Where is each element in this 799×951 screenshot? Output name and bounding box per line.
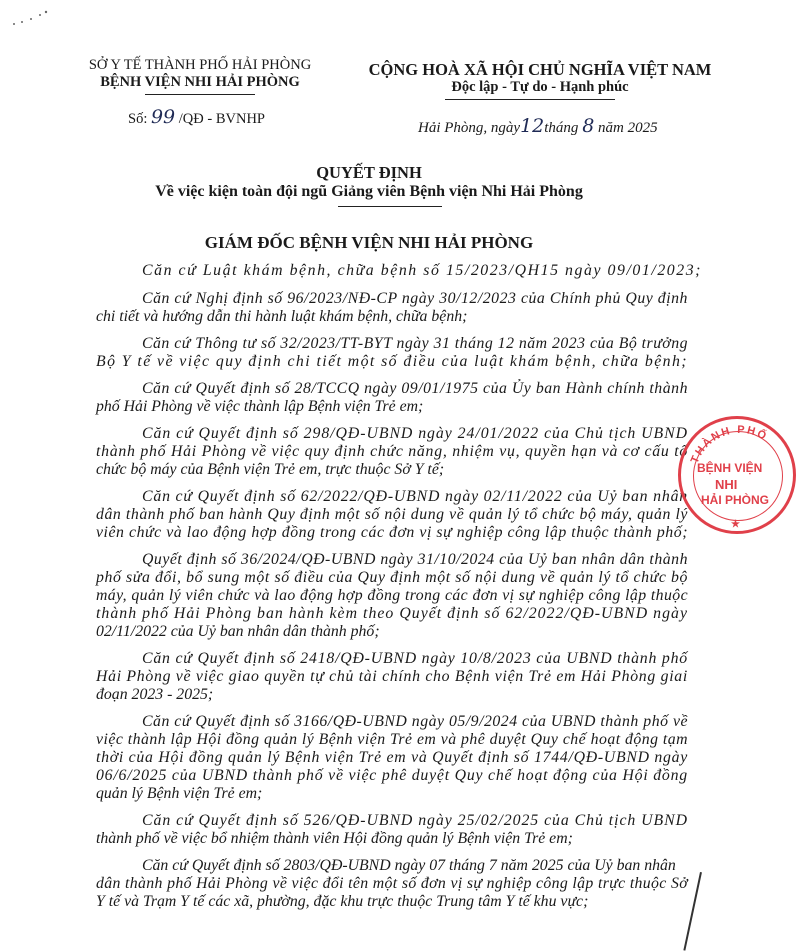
- body-line: thành phố Hải Phòng ban hành kèm theo Quyết định số 62/2022/QĐ-UBND ngày: [96, 605, 688, 622]
- body-line: Căn cứ Quyết định số 62/2022/QĐ-UBND ngày 02/11/2022 của Uỷ ban nhân: [142, 488, 688, 505]
- document-number: [128, 106, 265, 128]
- document-subject: Về việc kiện toàn đội ngũ Giảng viên Bệnh viện Nhi Hải Phòng: [155, 183, 583, 200]
- issuer-heading: GIÁM ĐỐC BỆNH VIỆN NHI HẢI PHÒNG: [204, 233, 534, 252]
- body-line: Căn cứ Thông tư số 32/2023/TT-BYT ngày 31 tháng 12 năm 2023 của Bộ trưởng: [142, 335, 688, 352]
- body-line: phố Hải Phòng về việc thành lập Bệnh viện Trẻ em;: [96, 398, 424, 415]
- so-label: Số:: [128, 111, 148, 127]
- so-number: 99: [150, 106, 176, 128]
- body-line: Căn cứ Quyết định số 3166/QĐ-UBND ngày 05/9/2024 của UBND thành phố về: [142, 713, 688, 730]
- so-suffix: /QĐ - BVNHP: [178, 111, 265, 127]
- body-line: thành phố về việc bổ nhiệm thành viên Hội đồng quản lý Bệnh viện Trẻ em;: [96, 830, 573, 847]
- seal-line-3: HẢI PHÒNG: [701, 493, 770, 507]
- body-line: Quyết định số 36/2024/QĐ-UBND ngày 31/10/2024 của Uỷ ban nhân dân thành: [142, 551, 688, 568]
- body-line: Hải Phòng về việc giao quyền tự chủ tài chính cho Bệnh viện Trẻ em Hải Phòng giai: [96, 668, 688, 685]
- agency-line-2: BỆNH VIỆN NHI HẢI PHÒNG: [100, 74, 300, 90]
- body-line: Căn cứ Quyết định số 526/QĐ-UBND ngày 25/02/2025 của Chủ tịch UBND: [142, 812, 688, 829]
- issue-date: [418, 115, 658, 137]
- body-line: Căn cứ Quyết định số 2803/QĐ-UBND ngày 07 tháng 7 năm 2025 của Uỷ ban nhân: [142, 857, 676, 874]
- body-line: đoạn 2023 - 2025;: [96, 686, 214, 703]
- date-suffix: năm 2025: [598, 120, 658, 136]
- body-line: Y tế và Trạm Y tế các xã, phường, đặc khu trực thuộc Trung tâm Y tế khu vực;: [96, 893, 589, 910]
- seal-arc-label: THÀNH PHỐ: [688, 423, 770, 466]
- body-line: 02/11/2022 của Uỷ ban nhân dân thành phố;: [96, 623, 380, 640]
- date-prefix: Hải Phòng, ngày: [418, 120, 521, 136]
- scan-mark: [6, 6, 50, 28]
- nation-underline: [445, 99, 615, 100]
- seal-star-icon: ★: [731, 519, 740, 530]
- agency-line-1: SỞ Y TẾ THÀNH PHỐ HẢI PHÒNG: [88, 57, 312, 73]
- nation-line-1: CỘNG HOÀ XÃ HỘI CHỦ NGHĨA VIỆT NAM: [368, 60, 712, 79]
- document-title: QUYẾT ĐỊNH: [316, 163, 422, 182]
- body-line: chi tiết và hướng dẫn thi hành luật khám bệnh, chữa bệnh;: [96, 308, 468, 325]
- date-month: 8: [582, 115, 595, 137]
- body-line: thời của Hội đồng quản lý Bệnh viện Trẻ em và Quyết định số 1744/QĐ-UBND ngày: [96, 749, 688, 766]
- official-seal: [678, 416, 796, 534]
- body-line: 06/6/2025 của UBND thành phố về việc phê duyệt Quy chế hoạt động của Hội đồng: [96, 767, 688, 784]
- body-line: Bộ Y tế về việc quy định chi tiết một số điều của luật khám bệnh, chữa bệnh;: [96, 353, 688, 370]
- seal-line-1: BỆNH VIỆN: [697, 461, 763, 475]
- body-line: Căn cứ Quyết định số 2418/QĐ-UBND ngày 10/8/2023 của UBND thành phố: [142, 650, 688, 667]
- body-line: Căn cứ Luật khám bệnh, chữa bệnh số 15/2023/QH15 ngày 09/01/2023;: [142, 262, 702, 279]
- body-line: thành phố Hải Phòng về việc quy định chức năng, nhiệm vụ, quyền hạn và cơ cấu tổ: [96, 443, 688, 460]
- date-day: 12: [520, 115, 545, 137]
- date-mid: tháng: [544, 120, 579, 136]
- body-line: dân thành phố ban hành Quy định một số nội dung về quản lý tổ chức bộ máy, quản lý: [96, 506, 688, 523]
- agency-underline: [145, 94, 255, 95]
- seal-inner-ring: [693, 431, 783, 521]
- body-line: Căn cứ Quyết định số 28/TCCQ ngày 09/01/1975 của Ủy ban Hành chính thành: [142, 380, 688, 397]
- nation-line-2: Độc lập - Tự do - Hạnh phúc: [451, 79, 629, 95]
- body-line: quản lý Bệnh viện Trẻ em;: [96, 785, 263, 802]
- body-line: việc thành lập Hội đồng quản lý Bệnh viện Trẻ em và phê duyệt Quy chế hoạt động tạm: [96, 731, 688, 748]
- body-line: dân thành phố Hải Phòng về việc đổi tên một số đơn vị sự nghiệp công lập trực thuộc Sở: [96, 875, 688, 892]
- body-line: viên chức và lao động hợp đồng trong các đơn vị sự nghiệp công lập thuộc thành phố;: [96, 524, 688, 541]
- subject-underline: [338, 206, 442, 207]
- body-line: máy, quản lý viên chức và lao động hợp đồng trong các đơn vị sự nghiệp công lập thuộc: [96, 587, 688, 604]
- seal-line-2: NHI: [715, 477, 738, 492]
- body-line: Căn cứ Quyết định số 298/QĐ-UBND ngày 24/01/2022 của Chủ tịch UBND: [142, 425, 688, 442]
- body-line: phố sửa đổi, bổ sung một số điều của Quy định một số nội dung về quản lý tổ chức bộ: [96, 569, 688, 586]
- body-line: Căn cứ Nghị định số 96/2023/NĐ-CP ngày 30/12/2023 của Chính phủ Quy định: [142, 290, 688, 307]
- body-line: chức bộ máy của Bệnh viện Trẻ em, trực thuộc Sở Y tế;: [96, 461, 445, 478]
